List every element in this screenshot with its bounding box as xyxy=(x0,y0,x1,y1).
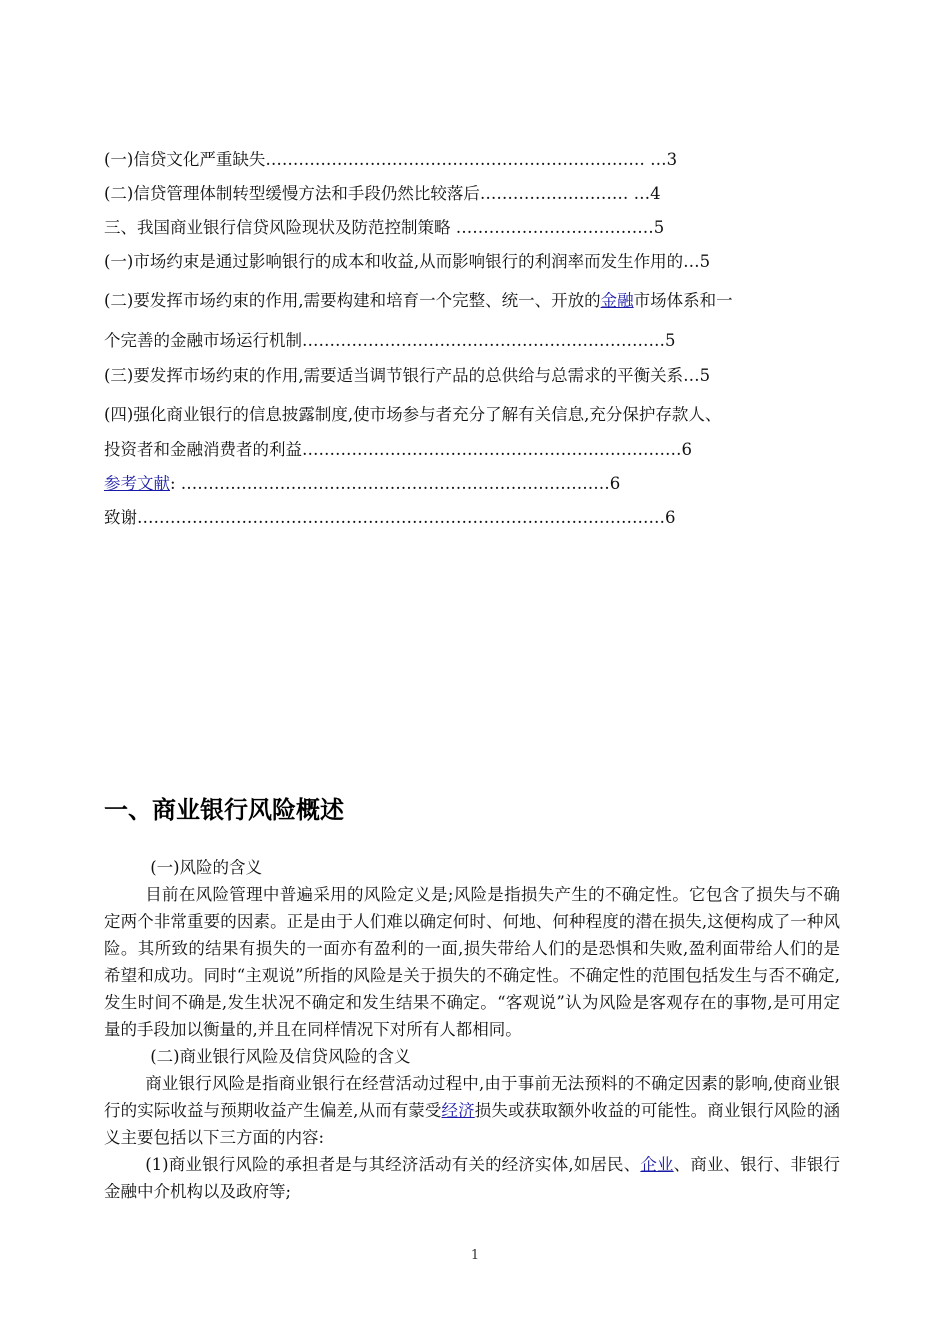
paragraph-text: 、商业、银行、非银行金融中介机构以及政府等; xyxy=(104,1155,841,1201)
paragraph xyxy=(104,1070,840,1151)
table-of-contents xyxy=(104,146,844,538)
subsection-title: (一)风险的含义 xyxy=(150,858,263,877)
paragraph xyxy=(104,1151,840,1205)
toc-entry[interactable]: 致谢……………………………………………………………………………………6 xyxy=(104,508,676,527)
subsection-title: (二)商业银行风险及信贷风险的含义 xyxy=(150,1047,411,1066)
toc-entry[interactable]: (三)要发挥市场约束的作用,需要适当调节银行产品的总供给与总需求的平衡关系…5 xyxy=(104,366,711,385)
finance-link[interactable]: 金融 xyxy=(600,291,634,310)
section-body xyxy=(104,854,840,1205)
toc-entry[interactable]: (一)信贷文化严重缺失…………………………………………………………… …3 xyxy=(104,150,678,169)
paragraph: 目前在风险管理中普遍采用的风险定义是;风险是指损失产生的不确定性。它包含了损失与不确定两个非常重要的因素。正是由于人们难以确定何时、何地、何种程度的潜在损失,这便构成了一种风险。其所致的结果有损失的一面亦有盈利的一面,损失带给人们的是恐惧和失败,盈利面带给人们的是希望和成功。同时“主观说”所指的风险是关于损失的不确定性。不确定性的范围包括发生与否不确定,发生时间不确是,发生状况不确定和发生结果不确定。“客观说”认为风险是客观存在的事物,是可用定量的手段加以衡量的,并且在同样情况下对所有人都相同。 xyxy=(104,885,840,1039)
enterprise-link[interactable]: 企业 xyxy=(640,1155,674,1174)
references-link[interactable]: 参考文献 xyxy=(104,474,170,493)
toc-entry[interactable]: 个完善的金融市场运行机制…………………………………………………………5 xyxy=(104,331,676,350)
section-heading: 一、商业银行风险概述 xyxy=(104,796,344,824)
paragraph-text: 损失或获取额外收益的可能性。商业银行风险的涵义主要包括以下三方面的内容: xyxy=(104,1101,841,1147)
toc-entry[interactable] xyxy=(104,470,844,504)
toc-entry[interactable]: 投资者和金融消费者的利益……………………………………………………………6 xyxy=(104,440,692,459)
toc-entry[interactable]: (二)信贷管理体制转型缓慢方法和手段仍然比较落后……………………… …4 xyxy=(104,184,661,203)
economy-link[interactable]: 经济 xyxy=(441,1101,475,1120)
page-number: 1 xyxy=(470,1248,480,1263)
paragraph-text: 商业银行风险是指商业银行在经营活动过程中,由于事前无法预料的不确定因素的影响,使商业银行的实际收益与预期收益产生偏差,从而有蒙受 xyxy=(104,1074,840,1120)
toc-entry[interactable]: 三、我国商业银行信贷风险现状及防范控制策略 ………………………………5 xyxy=(104,218,665,237)
paragraph-text: (1)商业银行风险的承担者是与其经济活动有关的经济实体,如居民、 xyxy=(145,1155,641,1174)
toc-entry[interactable]: (四)强化商业银行的信息披露制度,使市场参与者充分了解有关信息,充分保护存款人、 xyxy=(104,405,722,424)
toc-entry-text: (二)要发挥市场约束的作用,需要构建和培育一个完整、统一、开放的 xyxy=(104,291,601,310)
toc-entry-text: : ……………………………………………………………………6 xyxy=(170,474,621,493)
toc-entry[interactable] xyxy=(104,282,844,322)
toc-entry-text: 市场体系和一 xyxy=(633,291,733,310)
toc-entry[interactable]: (一)市场约束是通过影响银行的成本和收益,从而影响银行的利润率而发生作用的…5 xyxy=(104,252,711,271)
